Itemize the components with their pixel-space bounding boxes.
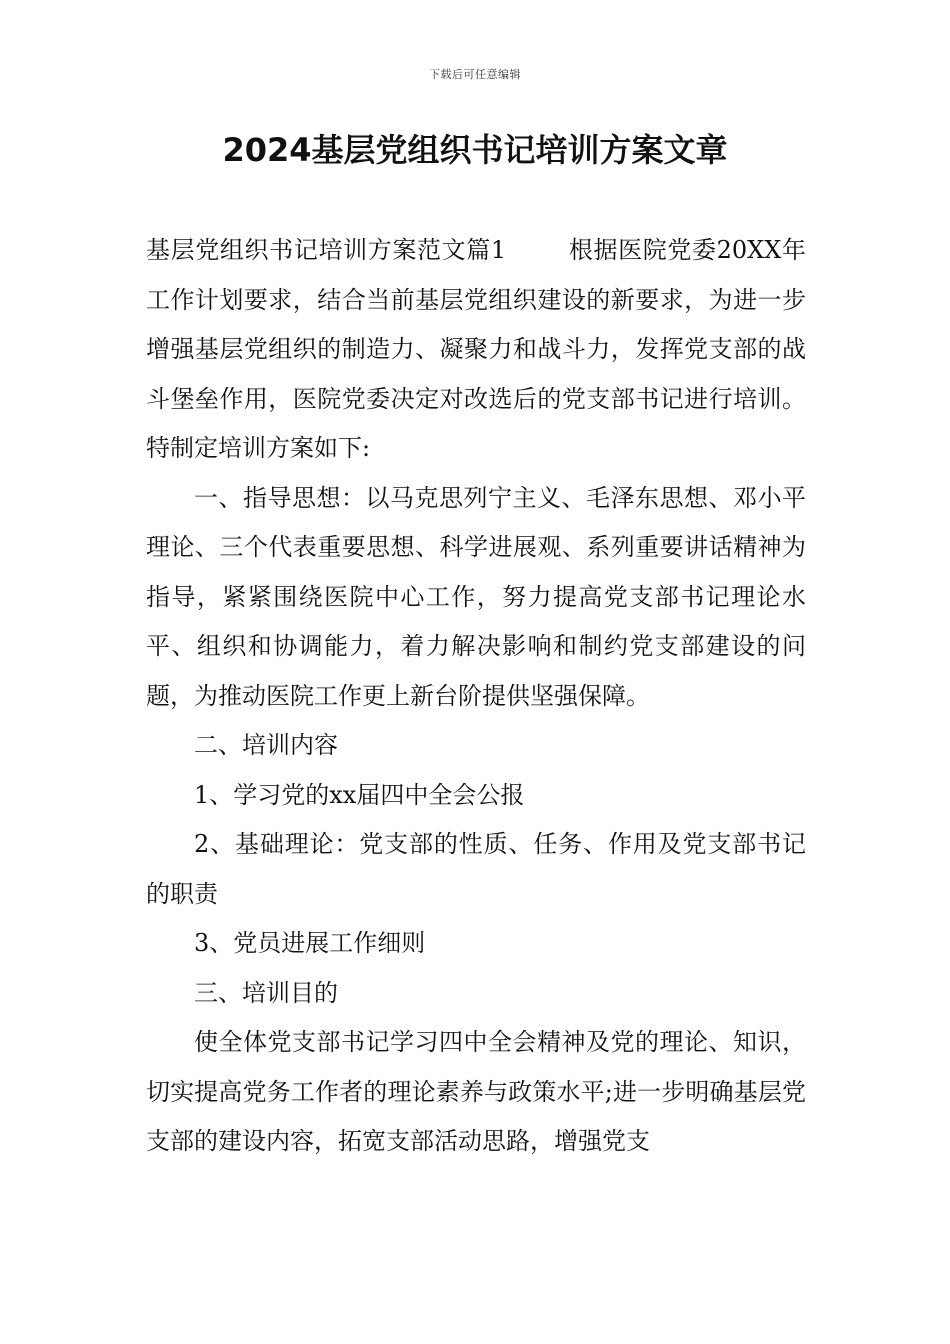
document-title: 2024基层党组织书记培训方案文章 [222, 131, 728, 169]
intro-text: 根据医院党委20XX年工作计划要求，结合当前基层党组织建设的新要求，为进一步增强基层党组织的制造力、凝聚力和战斗力，发挥党支部的战斗堡垒作用，医院党委决定对改选后的党支部书记进行培训。特制定培训方案如下: [146, 236, 806, 462]
document-body [146, 226, 806, 1167]
list-item-2: 2、基础理论：党支部的性质、任务、作用及党支部书记的职责 [146, 830, 806, 908]
section-heading-purpose: 三、培训目的 [194, 978, 338, 1007]
list-item-1: 1、学习党的xx届四中全会公报 [194, 780, 525, 809]
list-item-3: 3、党员进展工作细则 [194, 929, 426, 957]
intro-paragraph [146, 226, 806, 474]
paragraph-purpose: 使全体党支部书记学习四中全会精神及党的理论、知识，切实提高党务工作者的理论素养与政策水平;进一步明确基层党支部的建设内容，拓宽支部活动思路，增强党支 [146, 1028, 806, 1155]
section-heading-content: 二、培训内容 [194, 731, 338, 759]
intro-heading: 基层党组织书记培训方案范文篇1 [146, 236, 507, 264]
header-note: 下载后可任意编辑 [429, 68, 521, 81]
paragraph-guiding-thought: 一、指导思想：以马克思列宁主义、毛泽东思想、邓小平理论、三个代表重要思想、科学进展观、系列重要讲话精神为指导，紧紧围绕医院中心工作，努力提高党支部书记理论水平、组织和协调能力，着力解决影响和制约党支部建设的问题，为推动医院工作更上新台阶提供坚强保障。 [146, 483, 806, 710]
